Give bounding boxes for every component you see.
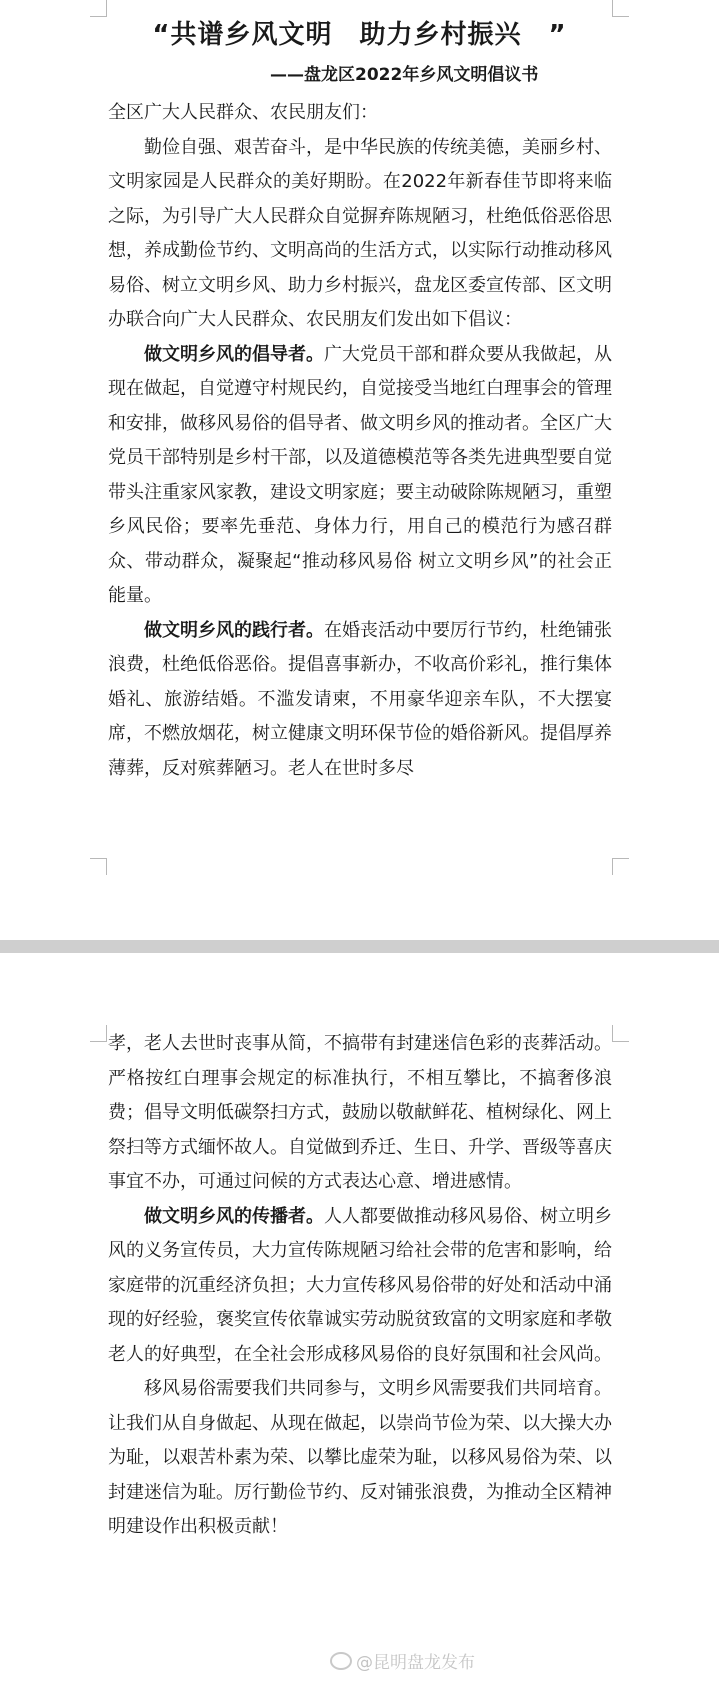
document-subtitle: ——盘龙区2022年乡风文明倡议书: [270, 65, 539, 85]
intro-paragraph: 勤俭自强、艰苦奋斗，是中华民族的传统美德，美丽乡村、文明家园是人民群众的美好期盼。在2022年新春佳节即将来临之际，为引导广大人民群众自觉摒弃陈规陋习，杜绝低俗恶俗思想，养成勤俭节约、文明高尚的生活方式，以实际行动推动移风易俗、树立文明乡风、助力乡村振兴，盘龙区委宣传部、区文明办联合向广大人民群众、农民朋友们发出如下倡议：: [108, 136, 612, 330]
advocate-heading: 做文明乡风的倡导者。: [144, 343, 324, 365]
salutation: 全区广大人民群众、农民朋友们：: [108, 102, 378, 123]
advocate-text: 广大党员干部和群众要从我做起，从现在做起，自觉遵守村规民约，自觉接受当地红白理事会的管理和安排，做移风易俗的倡导者、做文明乡风的推动者。全区广大党员干部特别是乡村干部，以及道德模范等各类先进典型要自觉带头注重家风家教，建设文明家庭；要主动破除陈规陋习，重塑乡风民俗；要率先垂范、身体力行，用自己的模范行为感召群众、带动群众，凝聚起“推动移风易俗 树立文明乡风”的社会正能量。: [108, 343, 612, 606]
weibo-watermark: [330, 1648, 475, 1673]
document-page-2: [0, 953, 719, 1682]
practitioner-continued: 孝，老人去世时丧事从简，不搞带有封建迷信色彩的丧葬活动。严格按红白理事会规定的标准执行，不相互攀比，不搞奢侈浪费；倡导文明低碳祭扫方式，鼓励以敬献鲜花、植树绿化、网上祭扫等方式缅怀故人。自觉做到乔迁、生日、升学、晋级等喜庆事宜不办，可通过问候的方式表达心意、增进感情。: [108, 1033, 612, 1192]
practitioner-paragraph: [108, 614, 612, 787]
disseminator-text: 人人都要做推动移风易俗、树立明乡风的义务宣传员，大力宣传陈规陋习给社会带的危害和影响，给家庭带的沉重经济负担；大力宣传移风易俗带的好处和活动中涌现的好经验，褒奖宣传依靠诚实劳动脱贫致富的文明家庭和孝敬老人的好典型，在全社会形成移风易俗的良好氛围和社会风尚。: [108, 1205, 612, 1365]
crop-mark: [90, 858, 107, 875]
disseminator-paragraph: [108, 1200, 612, 1373]
crop-mark: [612, 858, 629, 875]
disseminator-heading: 做文明乡风的传播者。: [144, 1205, 324, 1227]
weibo-icon: [330, 1652, 352, 1670]
document-title: “共谱乡风文明 助力乡村振兴 ”: [152, 20, 567, 50]
crop-mark: [612, 1025, 629, 1042]
document-body-page-1: [108, 96, 612, 786]
practitioner-text: 在婚丧活动中要厉行节约，杜绝铺张浪费，杜绝低俗恶俗。提倡喜事新办，不收高价彩礼，推行集体婚礼、旅游结婚。不滥发请柬，不用豪华迎亲车队，不大摆宴席，不燃放烟花，树立健康文明环保节俭的婚俗新风。提倡厚养薄葬，反对殡葬陋习。老人在世时多尽: [108, 619, 612, 779]
closing-paragraph: 移风易俗需要我们共同参与，文明乡风需要我们共同培育。让我们从自身做起、从现在做起，以崇尚节俭为荣、以大操大办为耻，以艰苦朴素为荣、以攀比虚荣为耻，以移风易俗为荣、以封建迷信为耻。厉行勤俭节约、反对铺张浪费，为推动全区精神明建设作出积极贡献！: [108, 1378, 612, 1537]
document-body-page-2: [108, 1027, 612, 1545]
page-separator: [0, 940, 719, 953]
watermark-text: @昆明盘龙发布: [356, 1653, 475, 1673]
crop-mark: [90, 1025, 107, 1042]
advocate-paragraph: [108, 338, 612, 614]
practitioner-heading: 做文明乡风的践行者。: [144, 619, 324, 641]
